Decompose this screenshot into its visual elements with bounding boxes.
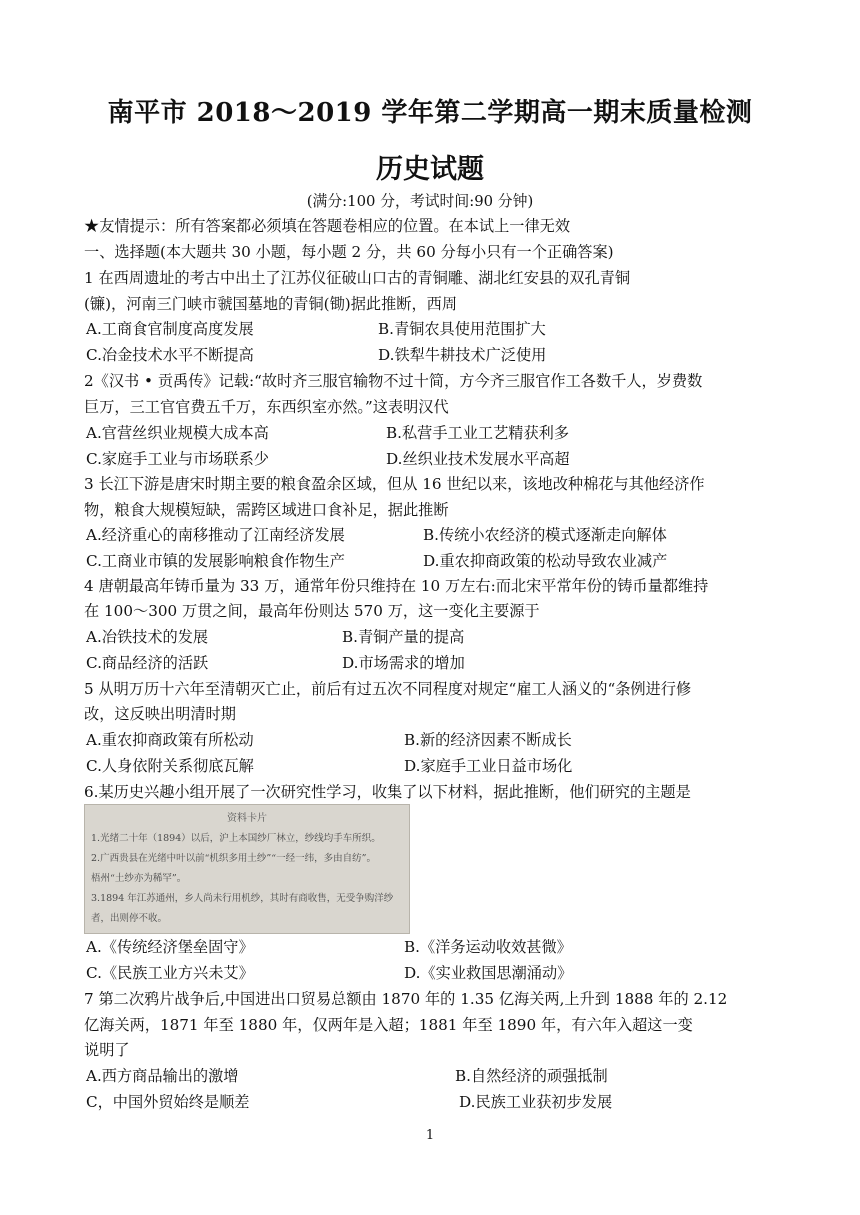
exam-subtitle: 历史试题 [376,154,484,185]
exam-title: 南平市 2018～2019 学年第二学期高一期末质量检测 [107,98,753,128]
question-2-line-1: 2《汉书 • 贡禹传》记载:“故时齐三服官输物不过十简，方今齐三服官作工各数千人，岁费数 [84,372,703,390]
question-3-option-c: C.工商业市镇的发展影响粮食作物生产 [86,552,345,570]
question-5-line-1: 5 从明万历十六年至清朝灭亡止，前后有过五次不同程度对规定“雇工人涵义的“条例进行修 [84,680,692,698]
question-1-option-d: D.铁犁牛耕技术广泛使用 [378,346,547,364]
material-card-row: 者，出则停不收。 [91,913,168,924]
question-7-option-d: D.民族工业获初步发展 [459,1093,613,1111]
question-2-option-a: A.官营丝织业规模大成本高 [86,424,269,442]
section-heading: 一、选择题(本大题共 30 小题，每小题 2 分，共 60 分每小只有一个正确答案) [84,243,614,261]
question-4-line-2: 在 100～300 万贯之间，最高年份则达 570 万，这一变化主要源于 [84,602,540,620]
question-4-option-c: C.商品经济的活跃 [86,654,209,672]
question-1-line-1: 1 在西周遗址的考古中出土了江苏仪征破山口古的青铜雕、湖北红安县的双孔青铜 [84,269,631,287]
question-6-option-d: D.《实业救国思潮涌动》 [404,964,573,982]
question-5-option-b: B.新的经济因素不断成长 [404,731,572,749]
question-6-option-c: C.《民族工业方兴未艾》 [86,964,254,982]
material-card-row: 梧州“土纱亦为稀罕”。 [91,873,187,884]
question-1-option-a: A.工商食官制度高度发展 [86,320,254,338]
question-3-option-d: D.重农抑商政策的松动导致农业减产 [423,552,668,570]
question-5-option-a: A.重农抑商政策有所松动 [86,731,254,749]
question-4-line-1: 4 唐朝最高年铸币量为 33 万，通常年份只维持在 10 万左右:而北宋平常年份的铸币量都维持 [84,577,709,595]
question-7-option-c: C，中国外贸始终是顺差 [86,1093,250,1111]
exam-info: (满分:100 分，考试时间:90 分钟) [306,192,534,210]
question-4-option-b: B.青铜产量的提高 [342,628,465,646]
question-2-line-2: 巨万，三工官官费五千万，东西织室亦然。”这表明汉代 [84,398,449,416]
question-3-option-a: A.经济重心的南移推动了江南经济发展 [86,526,345,544]
material-card-heading: 资料卡片 [227,813,267,824]
question-1-option-c: C.冶金技术水平不断提高 [86,346,254,364]
notice: ★友情提示：所有答案都必须填在答题卷相应的位置。在本试上一律无效 [84,217,570,235]
question-6-line-1: 6.某历史兴趣小组开展了一次研究性学习，收集了以下材料，据此推断，他们研究的主题是 [84,783,691,801]
page-number: 1 [425,1128,435,1143]
question-5-line-2: 改，这反映出明清时期 [84,705,236,723]
question-2-option-c: C.家庭手工业与市场联系少 [86,450,269,468]
question-3-option-b: B.传统小农经济的模式逐渐走向解体 [423,526,667,544]
question-1-line-2: (镰)，河南三门峡市虢国墓地的青铜(锄)据此推断，西周 [84,295,458,313]
question-7-option-a: A.西方商品输出的激增 [86,1067,239,1085]
question-1-option-b: B.青铜农具使用范围扩大 [378,320,546,338]
question-4-option-d: D.市场需求的增加 [342,654,465,672]
material-card-row: 2.广西贵县在光绪中叶以前“机织多用土纱”“一经一纬，多由自纺”。 [91,853,376,864]
question-6-option-a: A.《传统经济堡垒固守》 [86,938,254,956]
question-2-option-b: B.私营手工业工艺精获利多 [386,424,570,442]
question-4-option-a: A.冶铁技术的发展 [86,628,209,646]
question-5-option-c: C.人身依附关系彻底瓦解 [86,757,254,775]
question-3-line-2: 物，粮食大规模短缺，需跨区域进口食补足，据此推断 [84,501,449,519]
question-6-option-b: B.《洋务运动收效甚微》 [404,938,572,956]
question-7-line-2: 亿海关两，1871 年至 1880 年，仅两年是入超；1881 年至 1890 年，有六年入超这一变 [84,1016,693,1034]
question-3-line-1: 3 长江下游是唐宋时期主要的粮食盈余区域，但从 16 世纪以来，该地改种棉花与其他经济作 [84,475,705,493]
material-card-image [84,804,410,934]
material-card-row: 3.1894 年江苏通州，乡人尚未行用机纱，其时有商收售，无受争购洋纱 [91,893,394,904]
question-2-option-d: D.丝织业技术发展水平高超 [386,450,570,468]
material-card-row: 1.光绪二十年（1894）以后，沪上本国纱厂林立，纱线均手车所织。 [91,833,381,844]
question-7-option-b: B.自然经济的顽强抵制 [455,1067,608,1085]
question-5-option-d: D.家庭手工业日益市场化 [404,757,573,775]
question-7-line-3: 说明了 [84,1041,130,1059]
question-7-line-1: 7 第二次鸦片战争后,中国进出口贸易总额由 1870 年的 1.35 亿海关两,上升到 1888 年的 2.12 [84,990,728,1008]
